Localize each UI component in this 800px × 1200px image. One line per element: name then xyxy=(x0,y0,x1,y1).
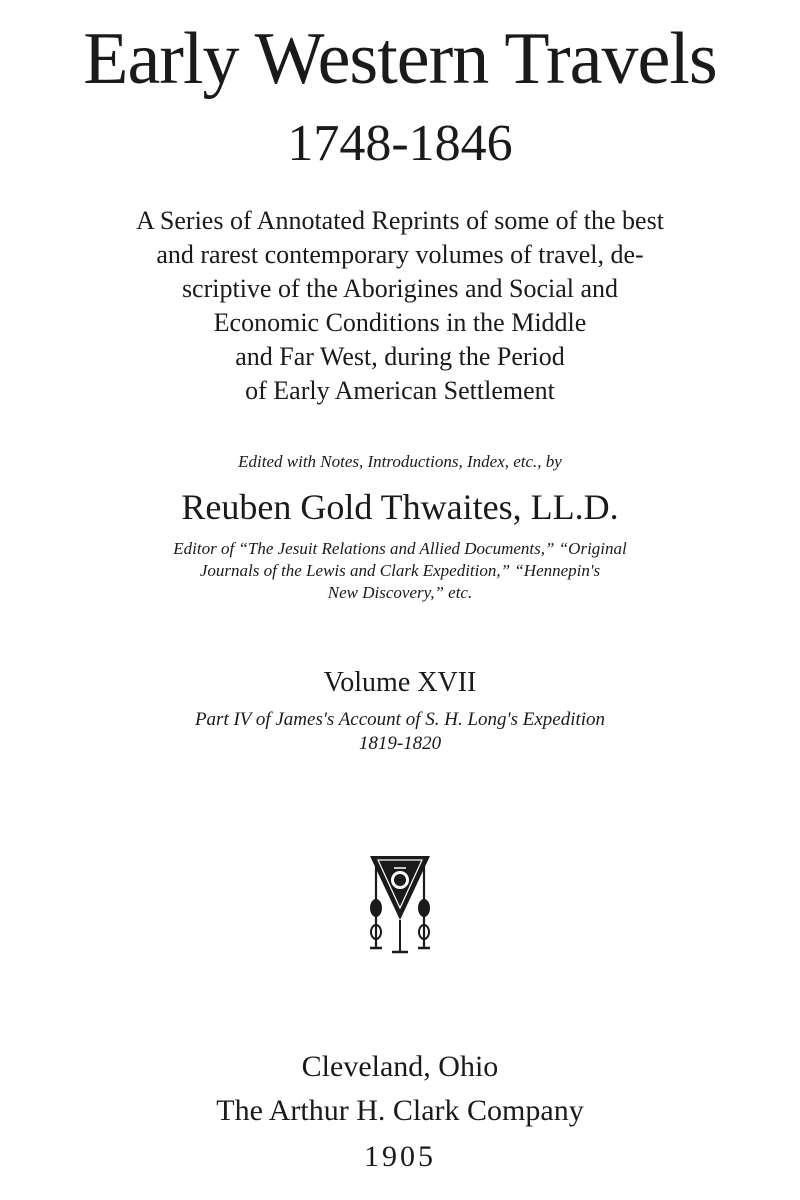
book-title: Early Western Travels xyxy=(83,18,717,100)
imprint-year: 1905 xyxy=(364,1140,436,1173)
credentials-line: New Discovery,” etc. xyxy=(327,583,473,602)
author-credentials xyxy=(0,538,800,604)
volume-part xyxy=(0,708,800,756)
edited-by-line: Edited with Notes, Introductions, Index, etc., by xyxy=(238,452,562,471)
description-line: of Early American Settlement xyxy=(245,376,555,405)
part-years: 1819-1820 xyxy=(358,733,442,754)
book-years: 1748-1846 xyxy=(287,115,513,172)
description-line: A Series of Annotated Reprints of some of the best xyxy=(136,206,664,235)
publisher-device-icon xyxy=(362,850,438,958)
description-line: and Far West, during the Period xyxy=(235,342,565,371)
part-title: Part IV of James's Account of S. H. Long's Expedition xyxy=(194,709,606,730)
series-description xyxy=(0,204,800,408)
imprint-place: Cleveland, Ohio xyxy=(301,1050,499,1083)
description-line: scriptive of the Aborigines and Social and xyxy=(181,274,619,303)
description-line: Economic Conditions in the Middle xyxy=(213,308,587,337)
volume-number: Volume XVII xyxy=(323,667,477,698)
credentials-line: Journals of the Lewis and Clark Expedition,” “Hennepin's xyxy=(199,561,601,580)
imprint-publisher: The Arthur H. Clark Company xyxy=(216,1094,584,1127)
description-line: and rarest contemporary volumes of travel, de- xyxy=(156,240,644,269)
author-name: Reuben Gold Thwaites, LL.D. xyxy=(181,487,619,527)
credentials-line: Editor of “The Jesuit Relations and Allied Documents,” “Original xyxy=(173,539,627,558)
